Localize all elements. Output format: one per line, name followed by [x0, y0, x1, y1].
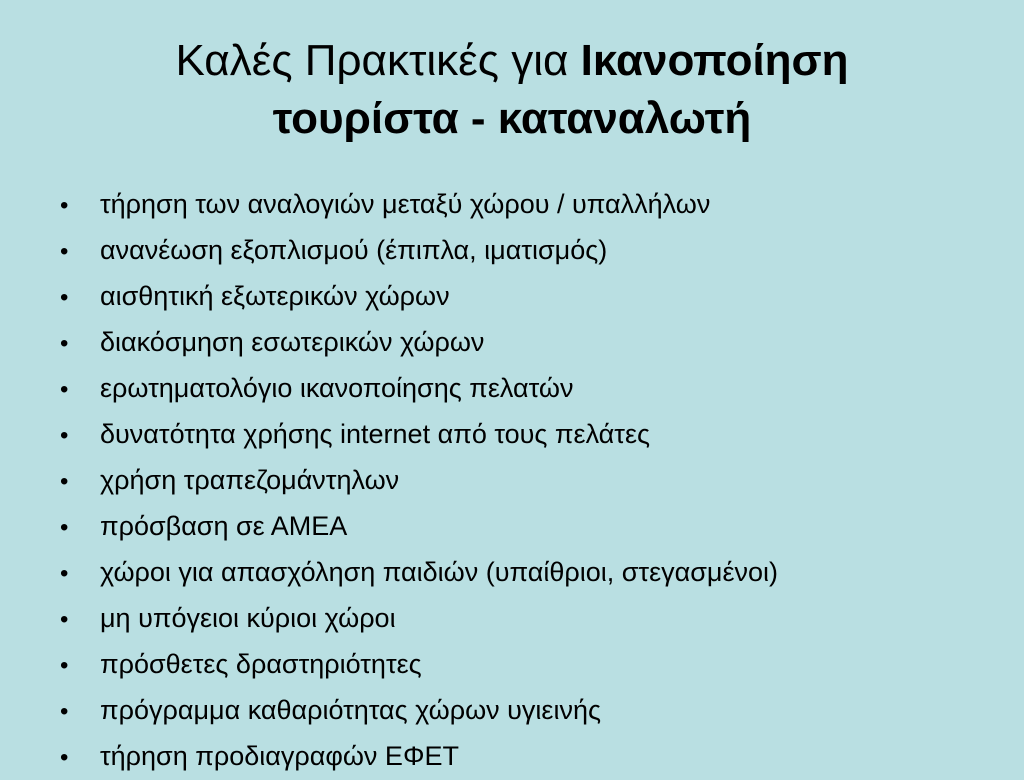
list-item-text: διακόσμηση εσωτερικών χώρων — [100, 327, 485, 357]
title-part-regular: Καλές Πρακτικές για — [175, 36, 581, 85]
list-item — [60, 366, 1000, 412]
list-item-text: χώροι για απασχόληση παιδιών (υπαίθριοι, στεγασμένοι) — [100, 557, 778, 587]
list-item-text: πρόσθετες δραστηριότητες — [100, 649, 422, 679]
list-item-text: τήρηση προδιαγραφών ΕΦΕΤ — [100, 741, 459, 771]
list-item-text: τήρηση των αναλογιών μεταξύ χώρου / υπαλλήλων — [100, 189, 711, 219]
list-item — [60, 550, 1000, 596]
list-item-text: ανανέωση εξοπλισμού (έπιπλα, ιματισμός) — [100, 235, 608, 265]
list-item — [60, 274, 1000, 320]
bullet-icon: • — [60, 192, 69, 219]
bullet-icon: • — [60, 560, 69, 587]
list-item-text: πρόσβαση σε ΑΜΕΑ — [100, 511, 348, 541]
list-item — [60, 228, 1000, 274]
bullet-icon: • — [60, 606, 69, 633]
list-item-text: χρήση τραπεζομάντηλων — [100, 465, 400, 495]
list-item — [60, 734, 1000, 780]
list-item — [60, 458, 1000, 504]
bullet-icon: • — [60, 422, 69, 449]
bullet-icon: • — [60, 514, 69, 541]
list-item-text: μη υπόγειοι κύριοι χώροι — [100, 603, 396, 633]
list-item — [60, 688, 1000, 734]
list-item — [60, 412, 1000, 458]
list-item-text: πρόγραμμα καθαριότητας χώρων υγιεινής — [100, 695, 601, 725]
title-part-bold-1: Ικανοποίηση — [580, 36, 849, 85]
bullet-icon: • — [60, 468, 69, 495]
bullet-icon: • — [60, 376, 69, 403]
list-item — [60, 642, 1000, 688]
list-item-text: δυνατότητα χρήσης internet από τους πελάτες — [100, 419, 650, 449]
list-item-text: αισθητική εξωτερικών χώρων — [100, 281, 450, 311]
title-part-bold-2: τουρίστα - καταναλωτή — [272, 94, 752, 143]
list-item — [60, 596, 1000, 642]
list-item-text: ερωτηματολόγιο ικανοποίησης πελατών — [100, 373, 574, 403]
bullet-icon: • — [60, 238, 69, 265]
list-item — [60, 182, 1000, 228]
bullet-icon: • — [60, 652, 69, 679]
list-item — [60, 320, 1000, 366]
bullet-icon: • — [60, 330, 69, 357]
slide-title — [0, 32, 1024, 148]
bullet-icon: • — [60, 698, 69, 725]
bullet-icon: • — [60, 744, 69, 771]
bullet-icon: • — [60, 284, 69, 311]
list-item — [60, 504, 1000, 550]
bullet-list — [60, 182, 1000, 780]
